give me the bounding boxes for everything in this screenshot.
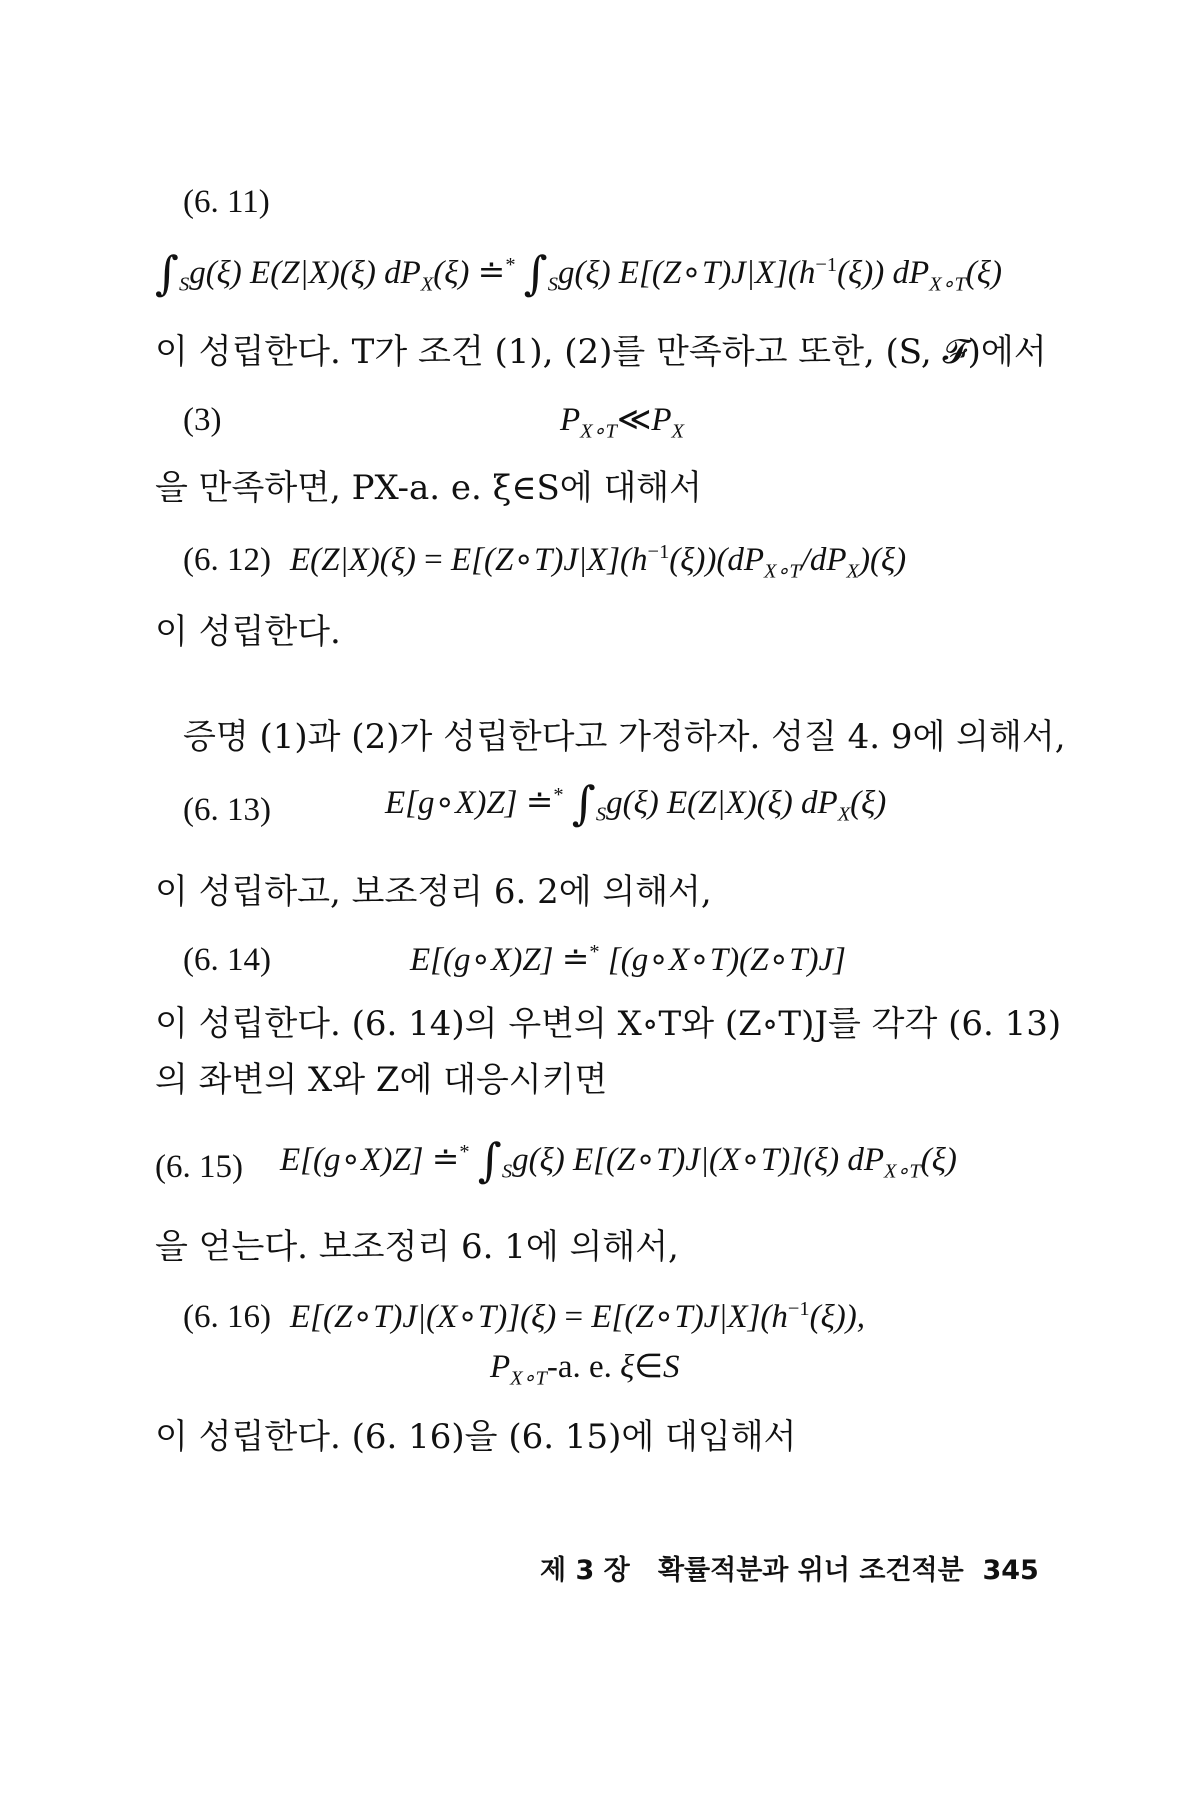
equation-6-11: $\int_Sg(\xi)$ E(Z|X)(ξ) $dP_X(\xi)$ ≐* $\int_Sg(\xi)$ $E[(Z\circ T)J|X](h^{-1}(\xi))$ $dP_{X\circ T}(\xi)$ — [155, 246, 1002, 300]
proof-line: 증명 (1)과 (2)가 성립한다고 가정하자. 성질 4. 9에 의해서, — [183, 717, 1066, 757]
equation-3: $P_{X\circ T}≪P_X$ — [560, 402, 685, 443]
text-line: 이 성립한다. T가 조건 (1), (2)를 만족하고 또한, (S, 𝓕)에서 — [155, 332, 1047, 372]
page-number: 345 — [982, 1555, 1039, 1586]
equation-number: (6. 13) — [183, 792, 271, 828]
equation-6-16-condition: $P_{X\circ T}-a$. e. ξ∈S — [490, 1349, 680, 1390]
running-footer — [540, 1548, 1039, 1587]
equation-6-16: E[(Z∘T)J|(X∘T)](ξ) = $E[(Z\circ T)J|X](h^{-1}(\xi))$, — [290, 1298, 866, 1335]
equation-number: (3) — [183, 402, 222, 438]
text-line: 의 좌변의 X와 Z에 대응시키면 — [155, 1060, 608, 1100]
equation-6-15: E[(g∘X)Z] ≐* $\int_Sg(\xi)$ E[(Z∘T)J|(X∘T)](ξ) $dP_{X\circ T}(\xi)$ — [280, 1133, 957, 1187]
chapter-label: 제 3 장 — [540, 1555, 630, 1586]
text-line: 을 얻는다. 보조정리 6. 1에 의해서, — [155, 1227, 679, 1267]
text-line: 이 성립한다. (6. 14)의 우변의 X∘T와 (Z∘T)J를 각각 (6. 13) — [155, 1004, 1062, 1044]
text-line: 을 만족하면, PX-a. e. ξ∈S에 대해서 — [155, 468, 702, 508]
equation-number: (6. 16) — [183, 1299, 271, 1335]
equation-6-13: E[g∘X)Z] ≐* $\int_Sg(\xi)$ E(Z|X)(ξ) $dP_X(\xi)$ — [385, 776, 887, 830]
equation-number: (6. 15) — [155, 1149, 243, 1185]
text-line: 이 성립하고, 보조정리 6. 2에 의해서, — [155, 872, 712, 912]
equation-6-14: E[(g∘X)Z] ≐* [(g∘X∘T)(Z∘T)J] — [410, 941, 846, 978]
equation-6-12: $E(Z|X)(\xi) = E[(Z\circ T)J|X](h^{-1}(\xi))(dP_{X\circ T}/dP_X)(\xi)$ — [290, 541, 907, 583]
equation-number: (6. 12) — [183, 542, 271, 578]
equation-number: (6. 11) — [183, 184, 270, 220]
text-line: 이 성립한다. (6. 16)을 (6. 15)에 대입해서 — [155, 1417, 797, 1457]
chapter-title: 확률적분과 위너 조건적분 — [657, 1555, 964, 1586]
text-line: 이 성립한다. — [155, 612, 341, 652]
equation-number: (6. 14) — [183, 942, 271, 978]
